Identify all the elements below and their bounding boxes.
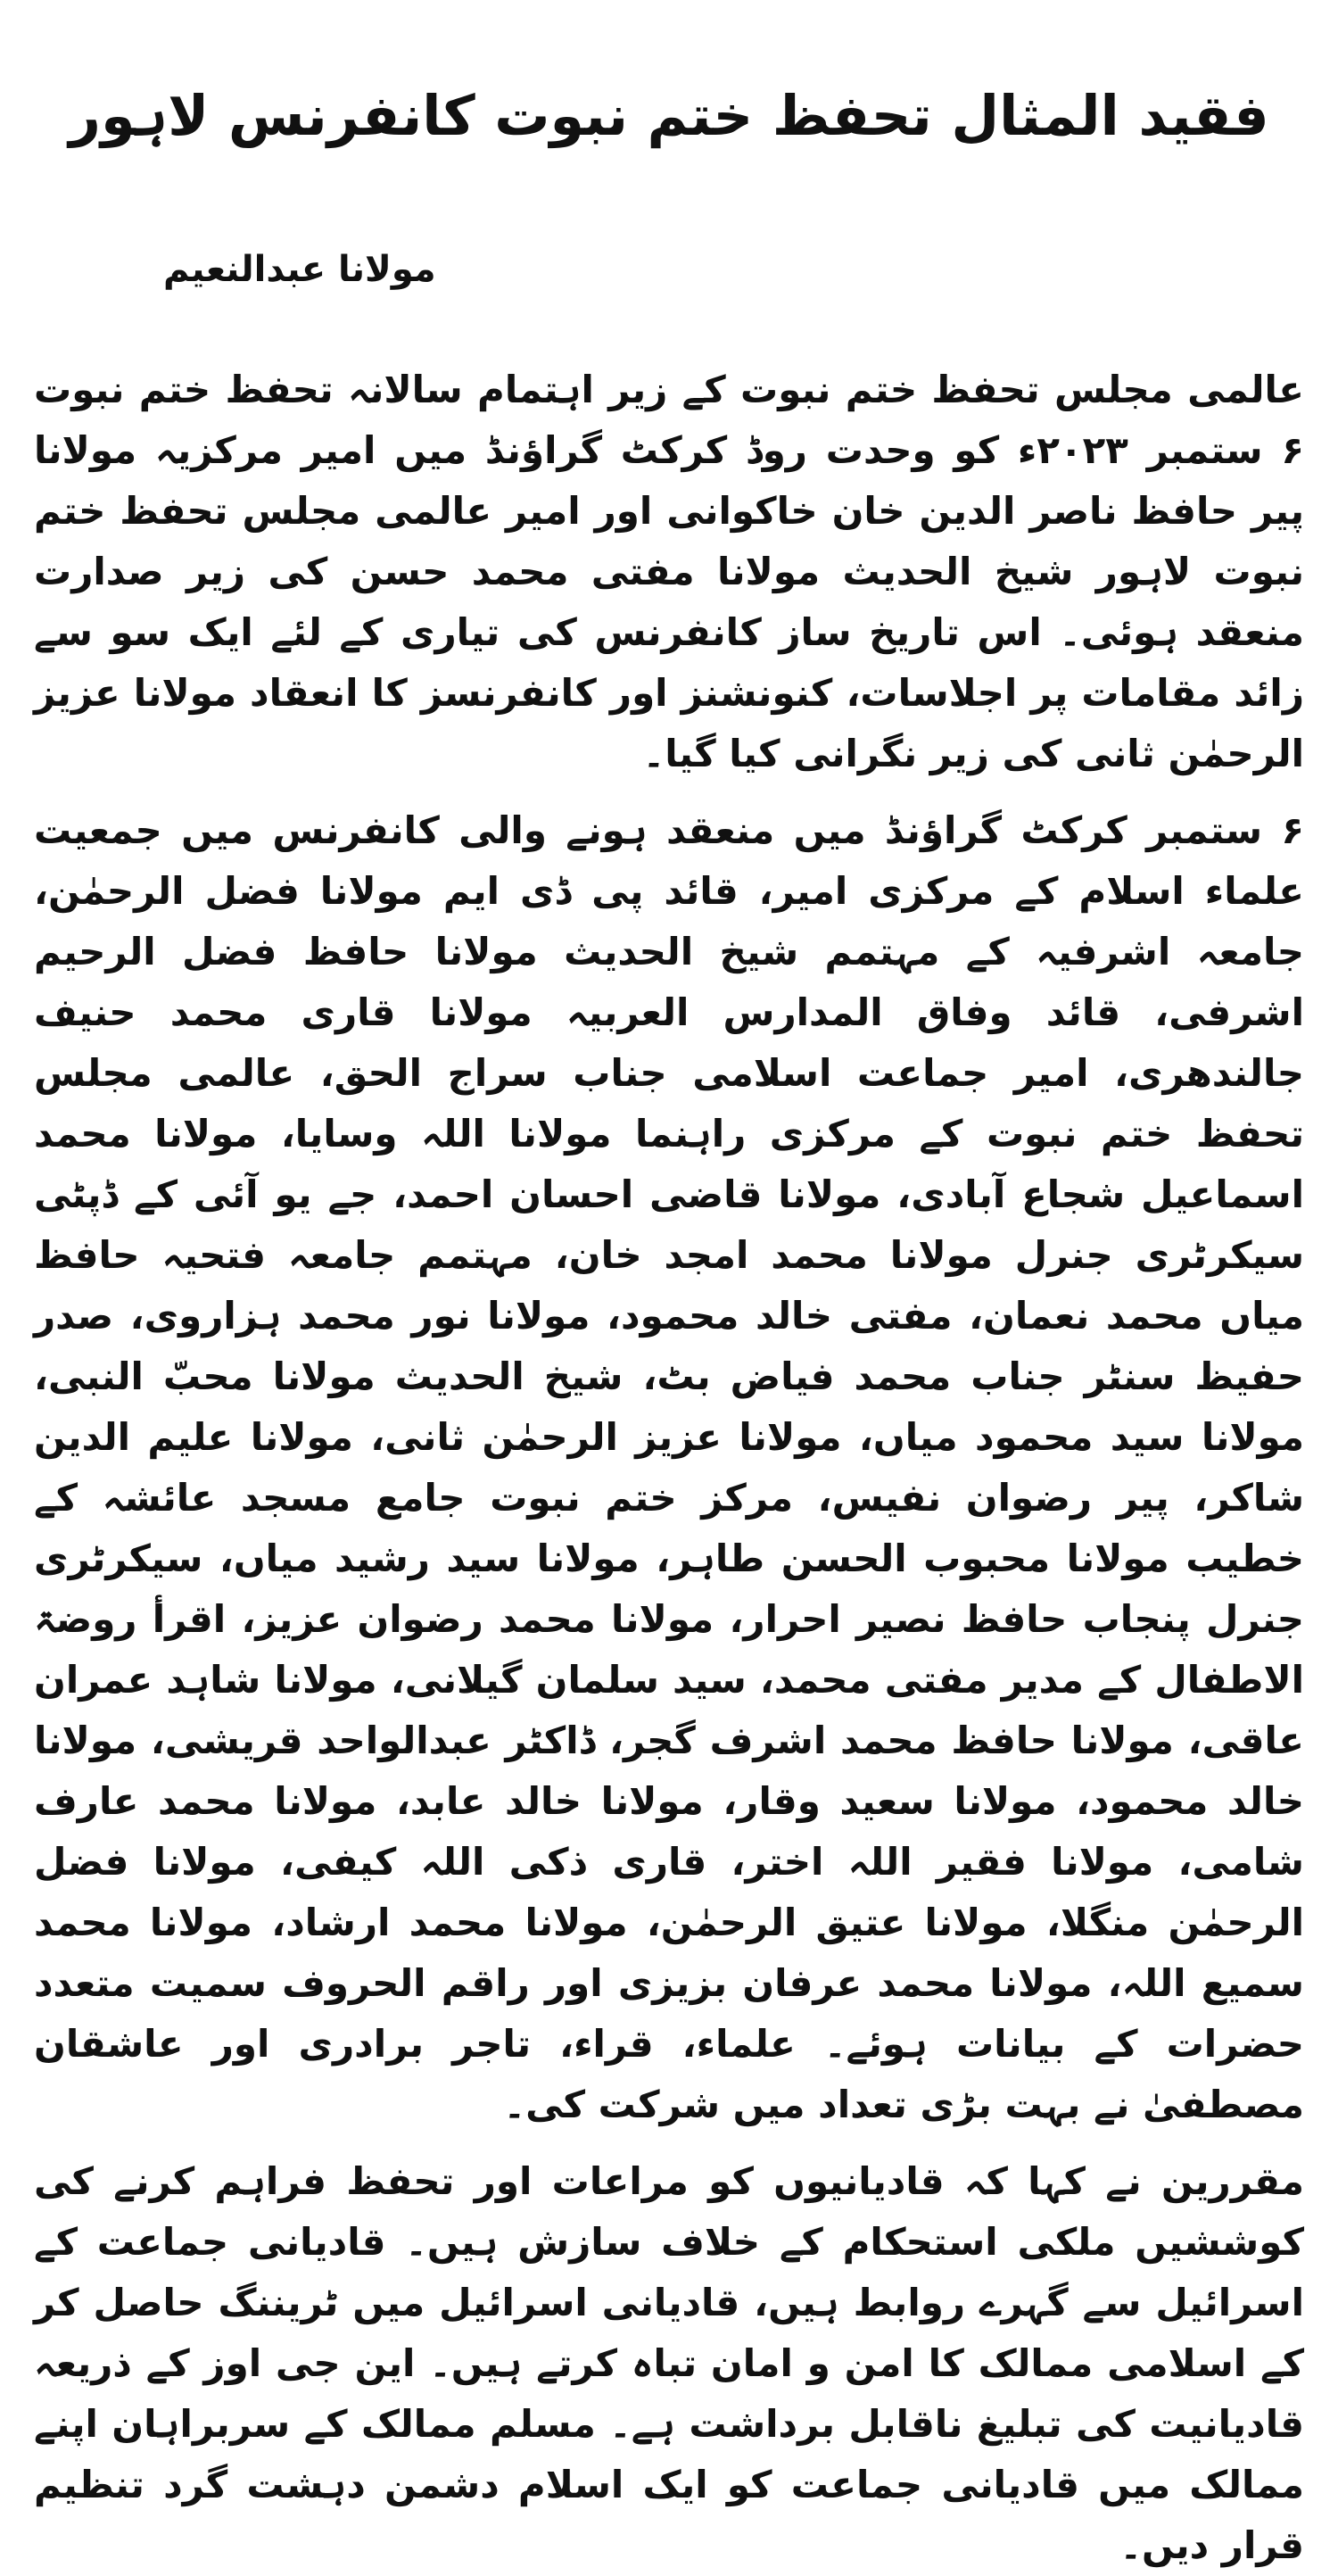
paragraph: ۶ ستمبر کرکٹ گراؤنڈ میں منعقد ہونے والی کانفرنس میں جمعیت علماء اسلام کے مرکزی امیر، قائد پی ڈی ایم مولانا فضل الرحمٰن، جامعہ اشرفیہ کے مہتمم شیخ الحدیث مولانا حافظ فضل الرحیم اشرفی، قائد وفاق المدارس العربیہ مولانا قاری محمد حنیف جالندھری، امیر جماعت اسلامی جناب سراج الحق، عالمی مجلس تحفظ ختم نبوت کے مرکزی راہنما مولانا اللہ وسایا، مولانا محمد اسماعیل شجاع آبادی، مولانا قاضی احسان احمد، جے یو آئی کے ڈپٹی سیکرٹری جنرل مولانا محمد امجد خان، مہتمم جامعہ فتحیہ حافظ میاں محمد نعمان، مفتی خالد محمود، مولانا نور محمد ہزاروی، صدر حفیظ سنٹر جناب محمد فیاض بٹ، شیخ الحدیث مولانا محبّ النبی، مولانا سید محمود میاں، مولانا عزیز الرحمٰن ثانی، مولانا علیم الدین شاکر، پیر رضوان نفیس، مرکز ختم نبوت جامع مسجد عائشہ کے خطیب مولانا محبوب الحسن طاہر، مولانا سید رشید میاں، سیکرٹری جنرل پنجاب حافظ نصیر احرار، مولانا محمد رضوان عزیز، اقرأ روضۃ الاطفال کے مدیر مفتی محمد، سید سلمان گیلانی، مولانا شاہد عمران عاقی، مولانا حافظ محمد اشرف گجر، ڈاکٹر عبدالواحد قریشی، مولانا خالد محمود، مولانا سعید وقار، مولانا خالد عابد، مولانا محمد عارف شامی، مولانا فقیر اللہ اختر، قاری ذکی اللہ کیفی، مولانا فضل الرحمٰن منگلا، مولانا عتیق الرحمٰن، مولانا محمد ارشاد، مولانا محمد سمیع اللہ، مولانا محمد عرفان بزیزی اور راقم الحروف سمیت متعدد حضرات کے بیانات ہوئے۔ علماء، قراء، تاجر برادری اور عاشقان مصطفیٰ نے بہت بڑی تعداد میں شرکت کی۔ bbox=[34, 808, 1304, 2126]
article-body bbox=[34, 360, 1304, 2576]
paragraph: مقررین نے کہا کہ قادیانیوں کو مراعات اور تحفظ فراہم کرنے کی کوششیں ملکی استحکام کے خلاف سازش ہیں۔ قادیانی جماعت کے اسرائیل سے گہرے روابط ہیں، قادیانی اسرائیل میں ٹریننگ حاصل کر کے اسلامی ممالک کا امن و امان تباہ کرتے ہیں۔ این جی اوز کے ذریعہ قادیانیت کی تبلیغ ناقابل برداشت ہے۔ مسلم ممالک کے سربراہان اپنے ممالک میں قادیانی جماعت کو ایک اسلام دشمن دہشت گرد تنظیم قرار دیں۔ bbox=[34, 2158, 1304, 2567]
article-title: فقید المثال تحفظ ختم نبوت کانفرنس لاہور bbox=[69, 83, 1269, 148]
paragraph: عالمی مجلس تحفظ ختم نبوت کے زیر اہتمام سالانہ تحفظ ختم نبوت ۶ ستمبر ۲۰۲۳ء کو وحدت روڈ کرکٹ گراؤنڈ میں امیر مرکزیہ مولانا پیر حافظ ناصر الدین خان خاکوانی اور امیر عالمی مجلس تحفظ ختم نبوت لاہور شیخ الحدیث مولانا مفتی محمد حسن کی زیر صدارت منعقد ہوئی۔ اس تاریخ ساز کانفرنس کی تیاری کے لئے ایک سو سے زائد مقامات پر اجلاسات، کنونشنز اور کانفرنسز کا انعقاد مولانا عزیز الرحمٰن ثانی کی زیر نگرانی کیا گیا۔ bbox=[34, 367, 1305, 775]
article-author: مولانا عبدالنعیم bbox=[163, 248, 436, 290]
